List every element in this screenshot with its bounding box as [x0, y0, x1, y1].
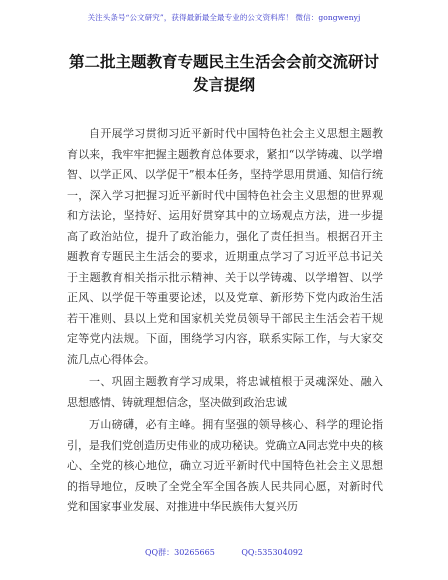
footer-contact [0, 547, 448, 558]
section-heading-1: 一、巩固主题教育学习成果，将忠诚植根于灵魂深处、融入思想感情、铸就理想信念，坚决做到政治忠诚 [67, 375, 383, 409]
top-banner: 关注头条号“公文研究”，获得最新最全最专业的公文资料库！ 微信：gongwenyj [87, 13, 361, 22]
title-line-2: 发言提纲 [192, 76, 255, 94]
document-title [0, 51, 448, 97]
title-line-1: 第二批主题教育专题民主生活会会前交流研讨 [68, 53, 379, 71]
footer-qq: QQ:535304092 [241, 548, 303, 557]
footer-qq-group: QQ群：30265665 [144, 548, 215, 557]
paragraph-section-1: 万山磅礴，必有主峰。拥有坚强的领导核心、科学的理论指引，是我们党创造历史伟业的成功秘诀。党确立A同志党中央的核心、全党的核心地位，确立习近平新时代中国特色社会主义思想的指导地位，反映了全党全军全国各族人民共同心愿，对新时代党和国家事业发展、对推进中华民族伟大复兴历 [67, 418, 383, 513]
paragraph-intro: 自开展学习贯彻习近平新时代中国特色社会主义思想主题教育以来，我牢牢把握主题教育总体要求，紧扣“以学铸魂、以学增智、以学正风、以学促干”根本任务，坚持学思用贯通、知信行统一，深入学习把握习近平新时代中国特色社会主义思想的世界观和方法论，坚持好、运用好贯穿其中的立场观点方法，进一步提高了政治站位，提升了政治能力，强化了责任担当。根据召开主题教育专题民主生活会的要求，近期重点学习了习近平总书记关于主题教育相关指示批示精神、关于以学铸魂、以学增智、以学正风、以学促干等重要论述，以及党章、新形势下党内政治生活若干准则、县以上党和国家机关党员领导干部民主生活会若干规定等党内法规。下面，围绕学习内容，联系实际工作，与大家交流几点心得体会。 [67, 127, 383, 366]
document-body [67, 124, 383, 518]
